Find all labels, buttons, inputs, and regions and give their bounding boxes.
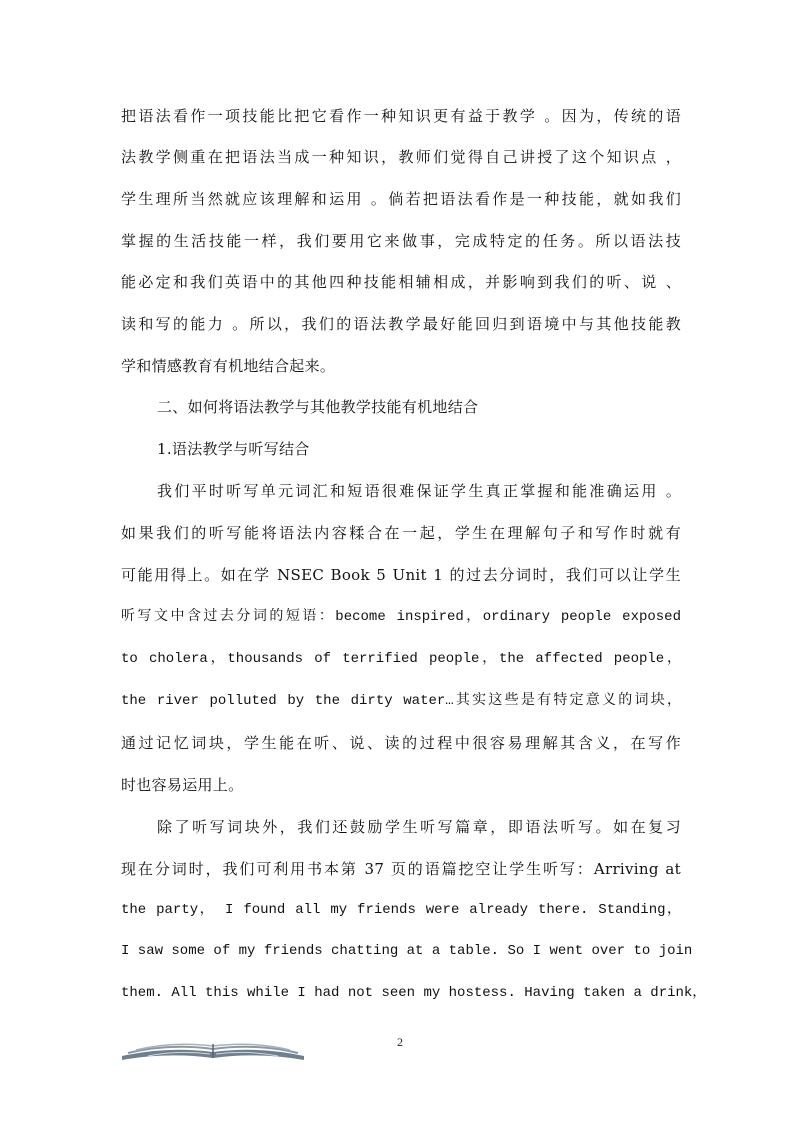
section-heading: 二、如何将语法教学与其他教学技能有机地结合 bbox=[157, 398, 479, 416]
paragraph-line: 通过记忆词块，学生能在听、说、读的过程中很容易理解其含义，在写作 bbox=[121, 734, 681, 752]
paragraph-line: 读和写的能力 。所以，我们的语法教学最好能回归到语境中与其他技能教 bbox=[121, 315, 681, 333]
open-book-icon bbox=[118, 1036, 308, 1062]
paragraph-line: 除了听写词块外，我们还鼓励学生听写篇章，即语法听写。如在复习 bbox=[157, 818, 681, 836]
paragraph-line: the party， I found all my friends were already there. Standing， bbox=[121, 902, 681, 918]
paragraph-line: 听写文中含过去分词的短语：become inspired，ordinary people exposed bbox=[121, 609, 681, 625]
paragraph-line: 时也容易运用上。 bbox=[121, 776, 244, 794]
paragraph-line: I saw some of my friends chatting at a table. So I went over to join bbox=[121, 943, 693, 959]
paragraph-line: 如果我们的听写能将语法内容糅合在一起，学生在理解句子和写作时就有 bbox=[121, 524, 681, 542]
paragraph-line: 把语法看作一项技能比把它看作一种知识更有益于教学 。因为，传统的语 bbox=[121, 107, 681, 125]
paragraph-line: 掌握的生活技能一样，我们要用它来做事，完成特定的任务。所以语法技 bbox=[121, 232, 681, 250]
paragraph-line: to cholera，thousands of terrified people，the affected people， bbox=[121, 651, 681, 667]
paragraph-line: 现在分词时，我们可利用书本第 37 页的语篇挖空让学生听写：Arriving at bbox=[121, 860, 681, 878]
paragraph-line: 学和情感教育有机地结合起来。 bbox=[121, 357, 336, 375]
paragraph-line: 能必定和我们英语中的其他四种技能相辅相成，并影响到我们的听、说 、 bbox=[121, 273, 681, 291]
subsection-heading: 1.语法教学与听写结合 bbox=[157, 440, 310, 458]
paragraph-line: 可能用得上。如在学 NSEC Book 5 Unit 1 的过去分词时，我们可以让学生 bbox=[121, 566, 681, 584]
paragraph-line: the river polluted by the dirty water…其实这些是有特定意义的词块， bbox=[121, 693, 681, 709]
paragraph-line: 学生理所当然就应该理解和运用 。倘若把语法看作是一种技能，就如我们 bbox=[121, 190, 681, 208]
page-number: 2 bbox=[397, 1035, 403, 1049]
paragraph-line: 法教学侧重在把语法当成一种知识，教师们觉得自己讲授了这个知识点 ， bbox=[121, 148, 681, 166]
paragraph-line: them. All this while I had not seen my hostess. Having taken a drink， bbox=[121, 985, 707, 1001]
paragraph-line: 我们平时听写单元词汇和短语很难保证学生真正掌握和能准确运用 。 bbox=[157, 482, 681, 500]
